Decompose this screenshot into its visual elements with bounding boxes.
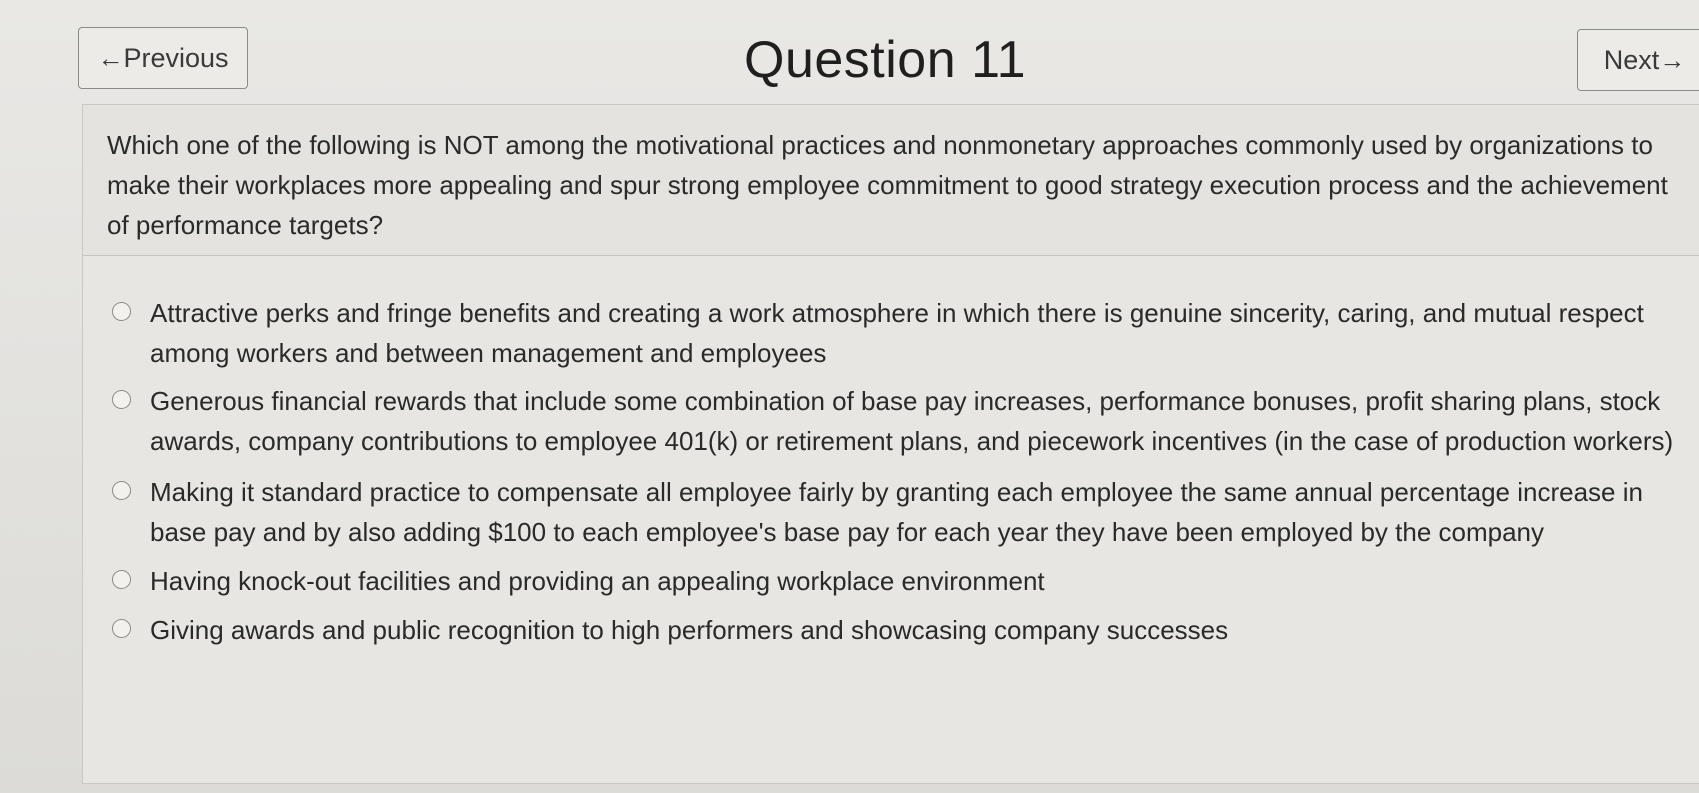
previous-button[interactable] bbox=[78, 27, 248, 89]
arrow-left-icon: ← bbox=[97, 42, 124, 73]
answer-option-label: Having knock-out facilities and providing an appealing workplace environment bbox=[150, 566, 1045, 596]
arrow-right-icon: → bbox=[1659, 44, 1686, 75]
answer-option-label: Making it standard practice to compensate all employee fairly by granting each employee the same annual percentage increase in base pay and by also adding $100 to each employee's base pay for each year they have been employed by the company bbox=[150, 477, 1643, 547]
answer-option-label: Giving awards and public recognition to high performers and showcasing company successes bbox=[150, 615, 1229, 645]
radio-button[interactable] bbox=[112, 481, 131, 500]
answer-option[interactable] bbox=[108, 472, 1698, 552]
question-panel bbox=[82, 104, 1699, 784]
previous-label: Previous bbox=[123, 42, 229, 73]
answer-option[interactable] bbox=[108, 610, 1698, 650]
answer-option[interactable] bbox=[108, 293, 1698, 373]
answer-option[interactable] bbox=[108, 381, 1698, 461]
question-stem-box bbox=[83, 105, 1699, 256]
answer-option-label: Generous financial rewards that include some combination of base pay increases, performance bonuses, profit sharing plans, stock awards, company contributions to employee 401(k) or retirement plans, and piecework incentives (in the case of production workers) bbox=[150, 386, 1674, 456]
radio-button[interactable] bbox=[112, 570, 131, 589]
radio-button[interactable] bbox=[112, 302, 131, 321]
answer-option[interactable] bbox=[108, 561, 1698, 601]
next-button[interactable] bbox=[1577, 29, 1699, 91]
radio-button[interactable] bbox=[112, 619, 131, 638]
page-title: Question 11 bbox=[744, 31, 1027, 89]
next-label: Next bbox=[1603, 44, 1660, 75]
answer-option-label: Attractive perks and fringe benefits and creating a work atmosphere in which there is genuine sincerity, caring, and mutual respect among workers and between management and employees bbox=[150, 298, 1644, 368]
answer-options bbox=[108, 293, 1698, 650]
radio-button[interactable] bbox=[112, 390, 131, 409]
question-text: Which one of the following is NOT among the motivational practices and nonmonetary approaches commonly used by organizations to make their workplaces more appealing and spur strong employee commitment to good strategy execution process and the achievement of performance targets? bbox=[107, 130, 1668, 240]
